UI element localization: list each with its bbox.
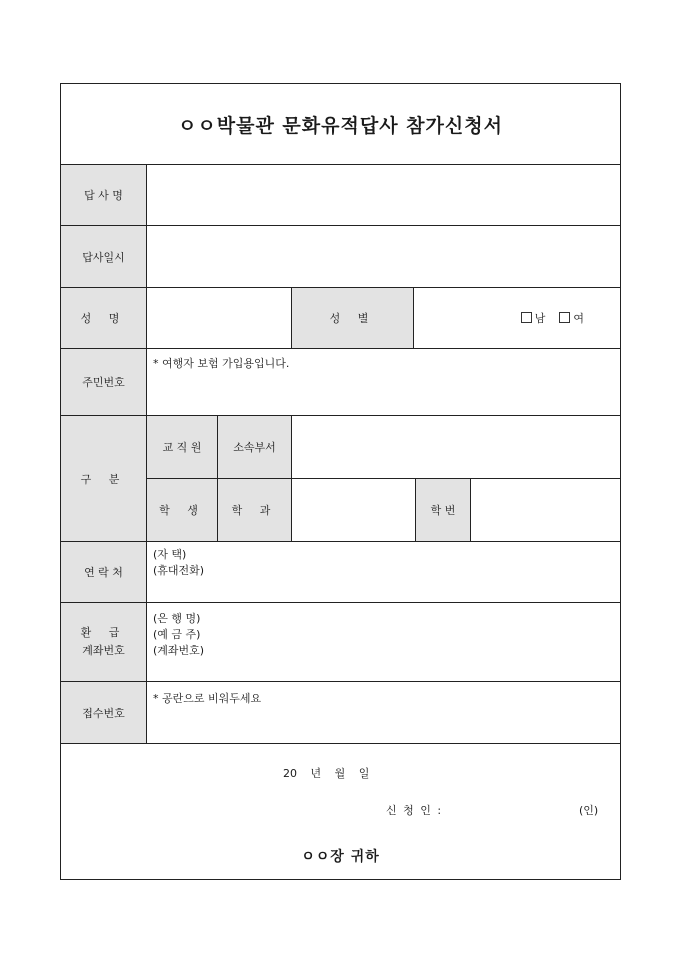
home-phone-line: (자 택) bbox=[153, 548, 187, 561]
contact-lines bbox=[153, 547, 204, 579]
addressee: ㅇㅇ장 귀하 bbox=[301, 849, 380, 865]
tour-date-field[interactable] bbox=[147, 226, 620, 288]
application-form bbox=[60, 83, 621, 880]
contact-field[interactable] bbox=[147, 542, 620, 603]
mobile-phone-line: (휴대전화) bbox=[153, 564, 205, 577]
gender-male-text: 남 bbox=[534, 312, 546, 325]
name-field[interactable] bbox=[147, 288, 292, 349]
major-label: 학 과 bbox=[218, 479, 292, 542]
receipt-number-field bbox=[147, 682, 620, 744]
form-title: ㅇㅇ박물관 문화유적답사 참가신청서 bbox=[61, 84, 620, 165]
student-id-label: 학 번 bbox=[416, 479, 471, 542]
refund-label-line1: 환 급 bbox=[80, 626, 127, 639]
student-label: 학 생 bbox=[147, 479, 218, 542]
id-number-note: * 여행자 보험 가입용입니다. bbox=[153, 357, 290, 370]
department-field[interactable] bbox=[292, 416, 620, 479]
refund-lines bbox=[153, 611, 204, 659]
student-id-field[interactable] bbox=[471, 479, 620, 542]
refund-account-field[interactable] bbox=[147, 603, 620, 682]
checkbox-icon bbox=[559, 312, 570, 323]
tour-name-label: 답 사 명 bbox=[61, 165, 147, 226]
refund-label bbox=[61, 603, 147, 682]
applicant-signature-field[interactable] bbox=[481, 796, 571, 818]
checkbox-icon bbox=[521, 312, 532, 323]
contact-label: 연 락 처 bbox=[61, 542, 147, 603]
gender-male-option[interactable] bbox=[521, 310, 546, 326]
category-label: 구 분 bbox=[61, 416, 147, 542]
name-label: 성 명 bbox=[61, 288, 147, 349]
bank-name-line: (은 행 명) bbox=[153, 612, 201, 625]
major-field[interactable] bbox=[292, 479, 416, 542]
applicant-label: 신 청 인 : bbox=[386, 804, 442, 817]
seal-mark: (인) bbox=[579, 804, 599, 817]
gender-label: 성 별 bbox=[292, 288, 414, 349]
gender-field bbox=[414, 288, 620, 349]
tour-name-field[interactable] bbox=[147, 165, 620, 226]
id-number-field[interactable] bbox=[147, 349, 620, 416]
tour-date-label: 답사일시 bbox=[61, 226, 147, 288]
account-number-line: (계좌번호) bbox=[153, 644, 205, 657]
receipt-note: * 공란으로 비워두세요 bbox=[153, 692, 262, 705]
refund-label-line2: 계좌번호 bbox=[82, 644, 125, 657]
date-line: 20 년 월 일 bbox=[283, 767, 370, 780]
faculty-label: 교 직 원 bbox=[147, 416, 218, 479]
receipt-number-label: 접수번호 bbox=[61, 682, 147, 744]
gender-options bbox=[507, 288, 584, 348]
id-number-label: 주민번호 bbox=[61, 349, 147, 416]
account-holder-line: (예 금 주) bbox=[153, 628, 201, 641]
gender-female-option[interactable] bbox=[559, 310, 584, 326]
gender-female-text: 여 bbox=[573, 312, 584, 325]
department-label: 소속부서 bbox=[218, 416, 292, 479]
